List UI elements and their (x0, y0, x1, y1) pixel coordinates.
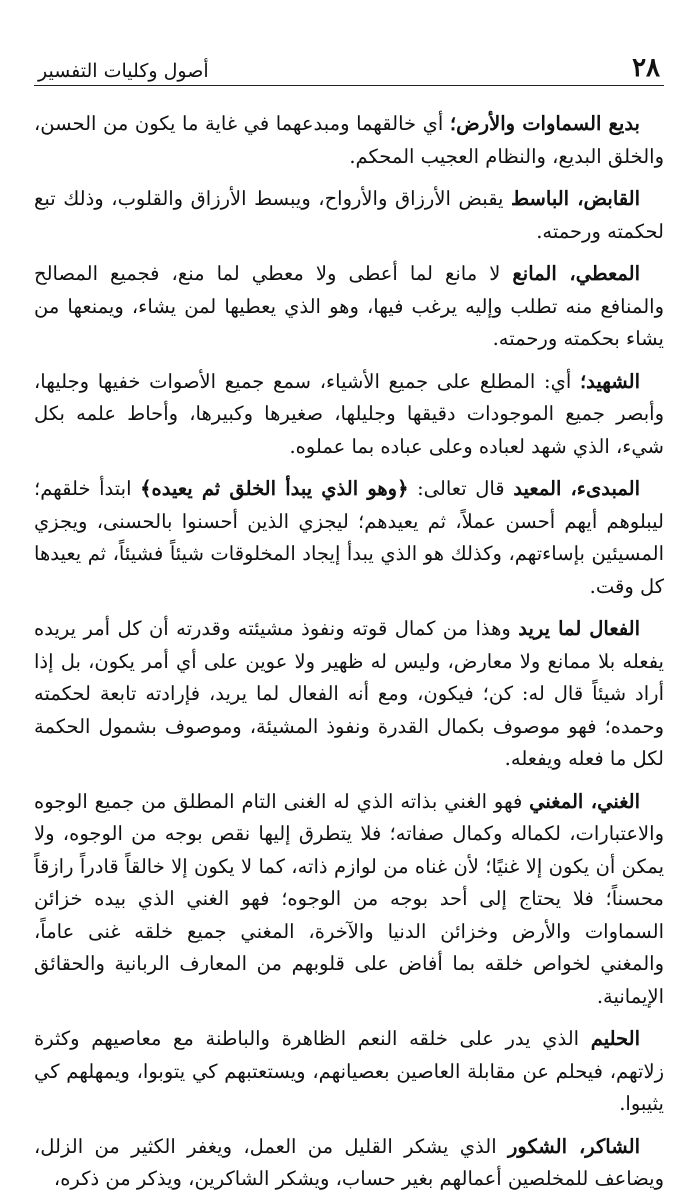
term-heading: بديع السماوات والأرض؛ (449, 112, 640, 135)
paragraph-text: الذي يدر على خلقه النعم الظاهرة والباطنة مع معاصيهم وكثرة زلاتهم، فيحلم عن مقابلة العاصين بعصيانهم، ويستعتبهم كي يتوبوا، ويمهلهم كي يثيبوا. (34, 1027, 664, 1115)
paragraph-text: ابتدأ خلقهم؛ ليبلوهم أيهم أحسن عملاً، ثم يعيدهم؛ ليجزي الذين أحسنوا بالحسنى، ويجزي المسيئين بإساءتهم، وكذلك هو الذي يبدأ إيجاد المخلوقات شيئاً فشيئاً، ثم يعيدها كل وقت. (34, 477, 664, 598)
term-heading: الحليم (590, 1027, 640, 1050)
term-heading: الفعال لما يريد (518, 617, 640, 640)
paragraph-text: الذي يشكر القليل من العمل، ويغفر الكثير من الزلل، ويضاعف للمخلصين أعمالهم بغير حساب، ويشكر الشاكرين، ويذكر من ذكره، (34, 1134, 664, 1190)
paragraph-text: فهو الغني بذاته الذي له الغنى التام المطلق من جميع الوجوه والاعتبارات، لكماله وكمال صفاته؛ فلا يتطرق إليها نقص بوجه من الوجوه، ولا يمكن أن يكون إلا غنيًا؛ لأن غناه من لوازم ذاته، كما لا يكون إلا خالقاً قادراً رازقاً محسناً؛ فلا يحتاج إلى أحد بوجه من الوجوه؛ فهو الغني الذي بيده خزائن السماوات والأرض وخزائن الدنيا والآخرة، المغني جميع خلقه غنى عاماً، والمغني لخواص خلقه بما أفاض على قلوبهم من المعارف الربانية والحقائق الإيمانية. (34, 789, 664, 1008)
paragraph-text-lead: قال تعالى: (408, 477, 514, 500)
paragraph-shakir (34, 1131, 664, 1196)
paragraph-text: أي: المطلع على جميع الأشياء، سمع جميع الأصوات خفيها وجليها، وأبصر جميع الموجودات دقيقها وجليلها، صغيرها وكبيرها، وأحاط علمه بكل شيء، الذي شهد لعباده وعلى عباده بما عملوه. (34, 369, 664, 458)
term-heading: المبدىء، المعيد (513, 477, 640, 500)
paragraph-muti (34, 258, 664, 356)
page-header (34, 48, 664, 86)
page-body (34, 108, 664, 1196)
quran-quote: ﴿وهو الذي يبدأ الخلق ثم يعيده﴾ (140, 477, 409, 500)
paragraph-shahid (34, 366, 664, 464)
term-heading: الشاكر، الشكور (508, 1134, 640, 1158)
term-heading: الشهيد؛ (579, 369, 640, 393)
term-heading: القابض، الباسط (511, 187, 640, 210)
paragraph-text: أي خالقهما ومبدعهما في غاية ما يكون من الحسن، والخلق البديع، والنظام العجيب المحكم. (34, 112, 664, 168)
running-title: أصول وكليات التفسير (38, 60, 209, 82)
paragraph-text: يقبض الأرزاق والأرواح، ويبسط الأرزاق والقلوب، وذلك تبع لحكمته ورحمته. (34, 187, 664, 243)
page-number: ٢٨ (632, 53, 660, 83)
paragraph-badi (34, 108, 664, 173)
term-heading: الغني، المغني (529, 789, 640, 813)
paragraph-qabid (34, 183, 664, 248)
paragraph-text: لا مانع لما أعطى ولا معطي لما منع، فجميع المصالح والمنافع منه تطلب وإليه يرغب فيها، وهو الذي يعطيها لمن يشاء، ويمنعها من يشاء بحكمته ورحمته. (34, 262, 664, 350)
term-heading: المعطي، المانع (512, 262, 640, 285)
paragraph-ghani (34, 786, 664, 1014)
paragraph-fa33al (34, 613, 664, 776)
paragraph-mubdi (34, 473, 664, 603)
paragraph-text: وهذا من كمال قوته ونفوذ مشيئته وقدرته أن كل أمر يريده يفعله بلا ممانع ولا معارض، وليس له ظهير ولا عوين على أي أمر يكون، بل إذا أراد شيئاً قال له: كن؛ فيكون، ومع أنه الفعال لما يريد، فإرادته تابعة لحكمته وحمده؛ فهو موصوف بكمال القدرة ونفوذ المشيئة، وموصوف بشمول الحكمة لكل ما فعله ويفعله. (34, 617, 664, 770)
paragraph-halim (34, 1023, 664, 1121)
